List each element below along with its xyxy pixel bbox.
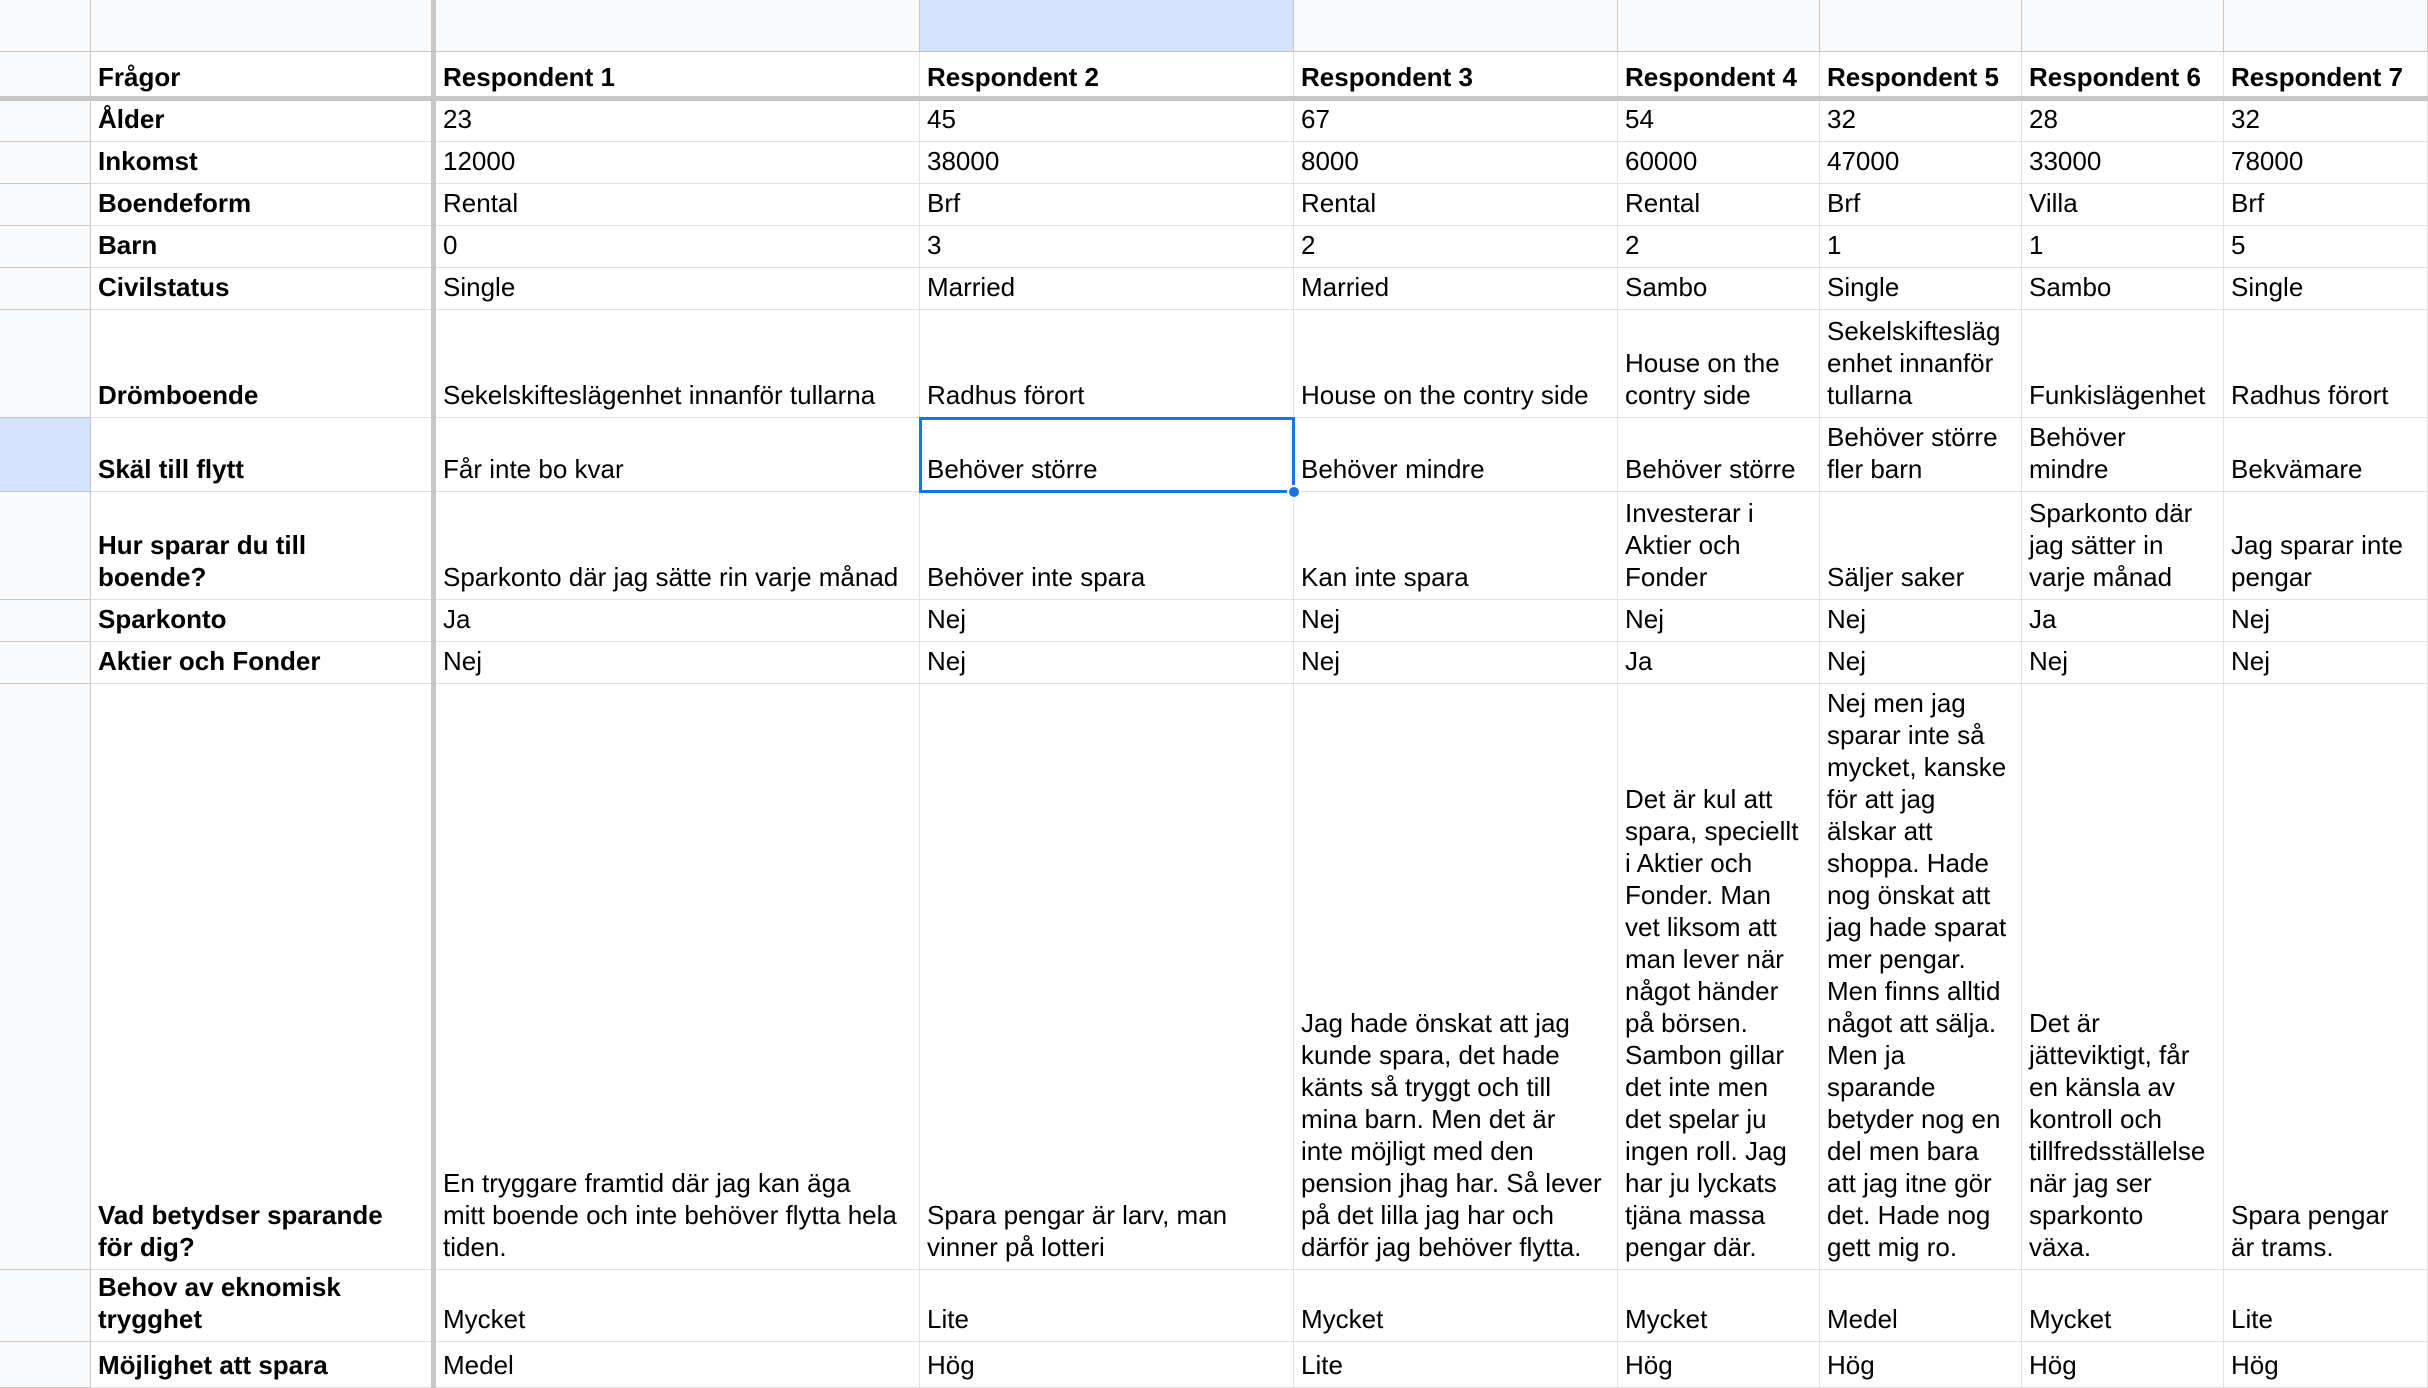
cell-d7[interactable] [1294, 310, 1618, 418]
cell-text: Single [443, 272, 516, 302]
cell-f13[interactable] [1820, 1270, 2022, 1342]
row-header-9[interactable] [0, 492, 91, 600]
cell-text: Radhus förort [927, 380, 1085, 410]
cell-g4[interactable] [2022, 184, 2224, 226]
cell-h8[interactable] [2224, 418, 2428, 492]
cell-text: 28 [2029, 104, 2058, 134]
row-header-1[interactable] [0, 52, 91, 100]
cell-text: Mycket [2029, 1304, 2112, 1334]
cell-text: En tryggare framtid där jag kan äga mitt boende och inte behöver flytta hela tiden. [443, 1168, 897, 1262]
cell-b5[interactable] [436, 226, 920, 268]
cell-text: Behöver inte spara [927, 562, 1146, 592]
cell-g10[interactable] [2022, 600, 2224, 642]
row-header-3[interactable] [0, 142, 91, 184]
column-header-b[interactable] [436, 0, 920, 52]
cell-text: Sparkonto där jag sätte rin varje månad [443, 562, 899, 592]
cell-text: Inkomst [98, 146, 198, 176]
cell-g5[interactable] [2022, 226, 2224, 268]
cell-text: 8000 [1301, 146, 1359, 176]
cell-text: 1 [1827, 230, 1842, 260]
cell-h6[interactable] [2224, 268, 2428, 310]
cell-text: Nej men jag sparar inte så mycket, kanske för att jag älskar att shoppa. Hade nog önskat att jag hade sparat mer pengar. Men finns alltid något att sälja. Men ja sparande betyder nog en del men bara att jag itne gör det. Hade nog gett mig ro. [1827, 688, 2007, 1262]
cell-f11[interactable] [1820, 642, 2022, 684]
cell-text: Investerar i Aktier och Fonder [1625, 498, 1754, 592]
cell-d6[interactable] [1294, 268, 1618, 310]
row-header-8[interactable] [0, 418, 91, 492]
cell-text: Rental [1625, 188, 1701, 218]
cell-text: Hög [1625, 1350, 1673, 1380]
cell-a13[interactable] [91, 1270, 436, 1342]
cell-text: Brf [927, 188, 961, 218]
cell-g1[interactable] [2022, 52, 2224, 100]
cell-f1[interactable] [1820, 52, 2022, 100]
cell-g14[interactable] [2022, 1342, 2224, 1388]
cell-c13[interactable] [920, 1270, 1294, 1342]
cell-c6[interactable] [920, 268, 1294, 310]
cell-text: Married [927, 272, 1016, 302]
cell-a1[interactable] [91, 52, 436, 100]
cell-a6[interactable] [91, 268, 436, 310]
cell-a9[interactable] [91, 492, 436, 600]
cell-d3[interactable] [1294, 142, 1618, 184]
cell-e11[interactable] [1618, 642, 1820, 684]
cell-e2[interactable] [1618, 100, 1820, 142]
cell-text: Hur sparar du till boende? [98, 530, 307, 592]
column-header-h[interactable] [2224, 0, 2428, 52]
cell-f6[interactable] [1820, 268, 2022, 310]
cell-text: Nej [2231, 646, 2271, 676]
cell-h3[interactable] [2224, 142, 2428, 184]
cell-text: 2 [1301, 230, 1316, 260]
cell-text: Det är kul att spara, speciellt i Aktier och Fonder. Man vet liksom att man lever när något händer på börsen. Sambon gillar det inte men det spelar ju ingen roll. Jag har ju lyckats tjäna massa pengar där. [1625, 784, 1799, 1262]
cell-text: Behöver mindre [1301, 454, 1485, 484]
cell-h4[interactable] [2224, 184, 2428, 226]
cell-text: 60000 [1625, 146, 1698, 176]
cell-c4[interactable] [920, 184, 1294, 226]
cell-a12[interactable] [91, 684, 436, 1270]
row-header-14[interactable] [0, 1342, 91, 1388]
cell-text: 67 [1301, 104, 1330, 134]
cell-text: Boendeform [98, 188, 252, 218]
cell-e12[interactable] [1618, 684, 1820, 1270]
cell-text: Det är jätteviktigt, får en känsla av kontroll och tillfredsställelse när jag ser sparkonto växa. [2029, 1008, 2206, 1262]
row-header-6[interactable] [0, 268, 91, 310]
cell-b8[interactable] [436, 418, 920, 492]
cell-text: Nej [1301, 604, 1341, 634]
cell-text: 78000 [2231, 146, 2304, 176]
cell-text: 23 [443, 104, 472, 134]
cell-text: Hög [2231, 1350, 2279, 1380]
cell-text: Får inte bo kvar [443, 454, 624, 484]
cell-c14[interactable] [920, 1342, 1294, 1388]
cell-c10[interactable] [920, 600, 1294, 642]
cell-f14[interactable] [1820, 1342, 2022, 1388]
cell-text: Behöver större [1625, 454, 1796, 484]
row-header-10[interactable] [0, 600, 91, 642]
cell-h13[interactable] [2224, 1270, 2428, 1342]
cell-g8[interactable] [2022, 418, 2224, 492]
cell-g3[interactable] [2022, 142, 2224, 184]
cell-h11[interactable] [2224, 642, 2428, 684]
cell-f9[interactable] [1820, 492, 2022, 600]
cell-text: Ja [443, 604, 471, 634]
cell-f5[interactable] [1820, 226, 2022, 268]
cell-text: Respondent 1 [443, 62, 615, 92]
cell-b13[interactable] [436, 1270, 920, 1342]
fill-handle[interactable] [1287, 485, 1301, 499]
cell-text: Hög [927, 1350, 975, 1380]
cell-f7[interactable] [1820, 310, 2022, 418]
cell-c8[interactable] [920, 418, 1294, 492]
cell-h2[interactable] [2224, 100, 2428, 142]
cell-e13[interactable] [1618, 1270, 1820, 1342]
cell-h9[interactable] [2224, 492, 2428, 600]
cell-text: Brf [2231, 188, 2265, 218]
cell-text: Respondent 6 [2029, 62, 2201, 92]
cell-e6[interactable] [1618, 268, 1820, 310]
cell-d10[interactable] [1294, 600, 1618, 642]
cell-c5[interactable] [920, 226, 1294, 268]
cell-text: Nej [443, 646, 483, 676]
cell-b2[interactable] [436, 100, 920, 142]
cell-text: 45 [927, 104, 956, 134]
cell-text: 2 [1625, 230, 1640, 260]
cell-text: 12000 [443, 146, 516, 176]
cell-h14[interactable] [2224, 1342, 2428, 1388]
cell-text: 54 [1625, 104, 1654, 134]
cell-text: 5 [2231, 230, 2246, 260]
cell-b7[interactable] [436, 310, 920, 418]
cell-text: Respondent 5 [1827, 62, 1999, 92]
cell-a5[interactable] [91, 226, 436, 268]
cell-text: Sekelskiftesläg enhet innanför tullarna [1827, 316, 2001, 410]
cell-text: Sambo [2029, 272, 2112, 302]
cell-text: 32 [2231, 104, 2260, 134]
cell-text: Lite [1301, 1350, 1343, 1380]
cell-g13[interactable] [2022, 1270, 2224, 1342]
cell-d8[interactable] [1294, 418, 1618, 492]
cell-h1[interactable] [2224, 52, 2428, 100]
cell-g9[interactable] [2022, 492, 2224, 600]
cell-text: Vad betydser sparande för dig? [98, 1200, 383, 1262]
cell-e14[interactable] [1618, 1342, 1820, 1388]
cell-g6[interactable] [2022, 268, 2224, 310]
cell-b4[interactable] [436, 184, 920, 226]
column-header-e[interactable] [1618, 0, 1820, 52]
cell-text: Aktier och Fonder [98, 646, 321, 676]
cell-text: Rental [1301, 188, 1377, 218]
cell-text: Kan inte spara [1301, 562, 1469, 592]
cell-c2[interactable] [920, 100, 1294, 142]
column-header-a[interactable] [91, 0, 436, 52]
cell-text: Mycket [443, 1304, 526, 1334]
cell-a11[interactable] [91, 642, 436, 684]
cell-text: Respondent 7 [2231, 62, 2403, 92]
cell-text: 32 [1827, 104, 1856, 134]
row-header-5[interactable] [0, 226, 91, 268]
cell-a10[interactable] [91, 600, 436, 642]
cell-text: Nej [1301, 646, 1341, 676]
cell-c12[interactable] [920, 684, 1294, 1270]
cell-e1[interactable] [1618, 52, 1820, 100]
cell-text: 3 [927, 230, 942, 260]
cell-text: Behov av eknomisk trygghet [98, 1272, 341, 1334]
cell-d12[interactable] [1294, 684, 1618, 1270]
cell-c11[interactable] [920, 642, 1294, 684]
cell-text: Ålder [98, 104, 165, 134]
row-header-11[interactable] [0, 642, 91, 684]
cell-text: Spara pengar är trams. [2231, 1200, 2389, 1262]
cell-text: Sekelskifteslägenhet innanför tullarna [443, 380, 876, 410]
cell-d11[interactable] [1294, 642, 1618, 684]
cell-text: Villa [2029, 188, 2078, 218]
cell-text: Respondent 3 [1301, 62, 1473, 92]
cell-g2[interactable] [2022, 100, 2224, 142]
cell-d1[interactable] [1294, 52, 1618, 100]
cell-text: Nej [1827, 646, 1867, 676]
cell-a8[interactable] [91, 418, 436, 492]
cell-text: 38000 [927, 146, 1000, 176]
cell-text: 1 [2029, 230, 2044, 260]
cell-a7[interactable] [91, 310, 436, 418]
cell-b14[interactable] [436, 1342, 920, 1388]
row-header-13[interactable] [0, 1270, 91, 1342]
cell-text: Skäl till flytt [98, 454, 244, 484]
cell-e3[interactable] [1618, 142, 1820, 184]
cell-g7[interactable] [2022, 310, 2224, 418]
cell-text: Hög [2029, 1350, 2077, 1380]
cell-text: Jag sparar inte pengar [2231, 530, 2403, 592]
cell-text: 0 [443, 230, 458, 260]
cell-b1[interactable] [436, 52, 920, 100]
cell-d4[interactable] [1294, 184, 1618, 226]
select-all-corner[interactable] [0, 0, 91, 52]
cell-d14[interactable] [1294, 1342, 1618, 1388]
cell-h12[interactable] [2224, 684, 2428, 1270]
cell-b6[interactable] [436, 268, 920, 310]
cell-text: Funkislägenhet [2029, 380, 2206, 410]
cell-text: Respondent 4 [1625, 62, 1797, 92]
cell-text: Respondent 2 [927, 62, 1099, 92]
cell-d2[interactable] [1294, 100, 1618, 142]
cell-text: House on the contry side [1301, 380, 1589, 410]
cell-g11[interactable] [2022, 642, 2224, 684]
cell-b11[interactable] [436, 642, 920, 684]
cell-f2[interactable] [1820, 100, 2022, 142]
cell-text: Behöver större [927, 454, 1098, 484]
cell-text: Mycket [1301, 1304, 1384, 1334]
cell-text: Barn [98, 230, 158, 260]
cell-d9[interactable] [1294, 492, 1618, 600]
column-header-c[interactable] [920, 0, 1294, 52]
cell-e9[interactable] [1618, 492, 1820, 600]
cell-e10[interactable] [1618, 600, 1820, 642]
cell-h5[interactable] [2224, 226, 2428, 268]
cell-c7[interactable] [920, 310, 1294, 418]
column-header-g[interactable] [2022, 0, 2224, 52]
cell-text: Hög [1827, 1350, 1875, 1380]
cell-e8[interactable] [1618, 418, 1820, 492]
cell-text: Married [1301, 272, 1390, 302]
cell-text: Ja [2029, 604, 2057, 634]
cell-f12[interactable] [1820, 684, 2022, 1270]
cell-e5[interactable] [1618, 226, 1820, 268]
cell-text: Nej [2029, 646, 2069, 676]
cell-text: Nej [927, 604, 967, 634]
cell-f3[interactable] [1820, 142, 2022, 184]
cell-f4[interactable] [1820, 184, 2022, 226]
cell-text: Ja [1625, 646, 1653, 676]
cell-d13[interactable] [1294, 1270, 1618, 1342]
cell-text: Behöver större fler barn [1827, 422, 1998, 484]
cell-text: Rental [443, 188, 519, 218]
cell-a4[interactable] [91, 184, 436, 226]
row-header-12[interactable] [0, 684, 91, 1270]
cell-text: Sparkonto där jag sätter in varje månad [2029, 498, 2193, 592]
cell-text: Medel [1827, 1304, 1898, 1334]
cell-text: Sparkonto [98, 604, 227, 634]
row-header-2[interactable] [0, 100, 91, 142]
frozen-column-divider[interactable] [431, 0, 436, 1388]
cell-b12[interactable] [436, 684, 920, 1270]
cell-h7[interactable] [2224, 310, 2428, 418]
cell-text: Single [1827, 272, 1900, 302]
cell-text: 33000 [2029, 146, 2102, 176]
cell-e4[interactable] [1618, 184, 1820, 226]
cell-a3[interactable] [91, 142, 436, 184]
cell-text: Frågor [98, 62, 181, 92]
cell-text: Lite [927, 1304, 969, 1334]
cell-text: Radhus förort [2231, 380, 2389, 410]
cell-f10[interactable] [1820, 600, 2022, 642]
cell-e7[interactable] [1618, 310, 1820, 418]
cell-text: Bekvämare [2231, 454, 2363, 484]
cell-text: Möjlighet att spara [98, 1350, 328, 1380]
row-header-4[interactable] [0, 184, 91, 226]
cell-c3[interactable] [920, 142, 1294, 184]
cell-text: Medel [443, 1350, 514, 1380]
cell-text: Drömboende [98, 380, 259, 410]
row-header-7[interactable] [0, 310, 91, 418]
cell-text: Civilstatus [98, 272, 230, 302]
cell-text: Jag hade önskat att jag kunde spara, det hade känts så tryggt och till mina barn. Men det är inte möjligt med den pension jhag har. Så lever på det lilla jag har och därför jag behöver flytta. [1301, 1008, 1602, 1262]
cell-a2[interactable] [91, 100, 436, 142]
cell-b10[interactable] [436, 600, 920, 642]
column-header-d[interactable] [1294, 0, 1618, 52]
cell-text: Brf [1827, 188, 1861, 218]
cell-text: Nej [1625, 604, 1665, 634]
column-header-f[interactable] [1820, 0, 2022, 52]
cell-text: House on the contry side [1625, 348, 1780, 410]
cell-c1[interactable] [920, 52, 1294, 100]
cell-a14[interactable] [91, 1342, 436, 1388]
cell-text: Säljer saker [1827, 562, 1965, 592]
cell-text: Mycket [1625, 1304, 1708, 1334]
cell-text: 47000 [1827, 146, 1900, 176]
cell-b9[interactable] [436, 492, 920, 600]
cell-text: Sambo [1625, 272, 1708, 302]
cell-b3[interactable] [436, 142, 920, 184]
cell-c9[interactable] [920, 492, 1294, 600]
cell-text: Single [2231, 272, 2304, 302]
cell-text: Nej [927, 646, 967, 676]
frozen-row-divider[interactable] [0, 96, 2428, 101]
cell-text: Nej [1827, 604, 1867, 634]
cell-d5[interactable] [1294, 226, 1618, 268]
cell-text: Spara pengar är larv, man vinner på lotteri [927, 1200, 1228, 1262]
cell-text: Lite [2231, 1304, 2273, 1334]
cell-text: Behöver mindre [2029, 422, 2126, 484]
cell-g12[interactable] [2022, 684, 2224, 1270]
cell-text: Nej [2231, 604, 2271, 634]
cell-h10[interactable] [2224, 600, 2428, 642]
cell-f8[interactable] [1820, 418, 2022, 492]
